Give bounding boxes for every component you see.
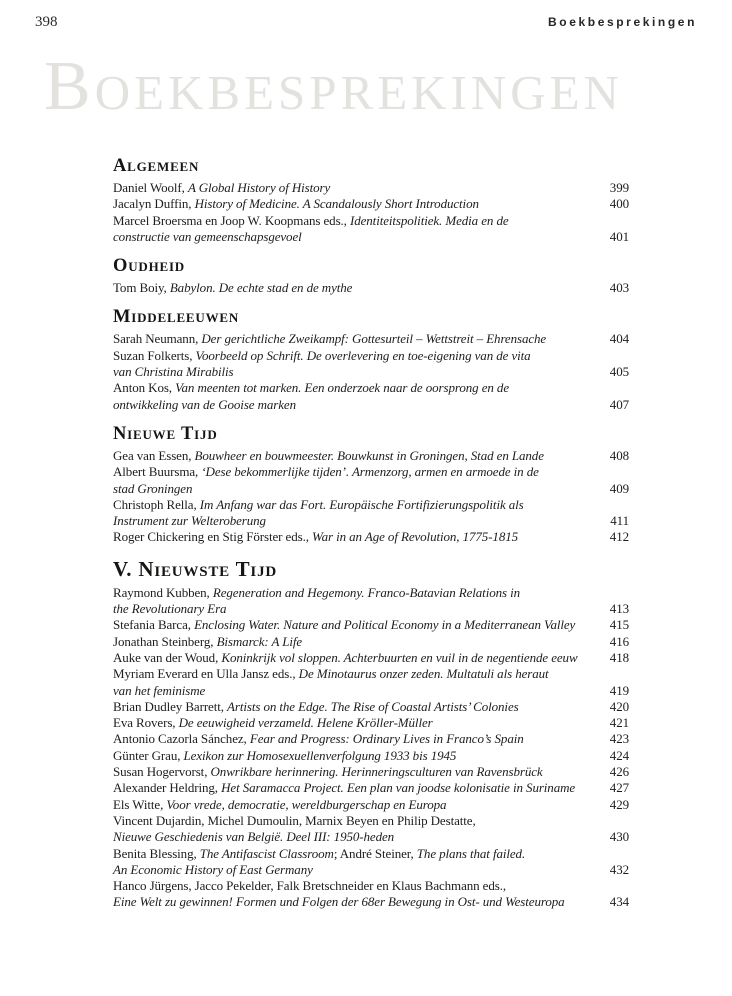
entry-page-number: 403 xyxy=(609,280,629,296)
entry-author-segment: Hanco Jürgens, Jacco Pekelder, Falk Bretschneider en Klaus Bachmann eds., xyxy=(113,878,507,894)
toc-entry-line xyxy=(113,748,629,764)
entry-text xyxy=(113,585,520,601)
entry-author-segment: Antonio Cazorla Sánchez, xyxy=(113,731,250,747)
entry-text xyxy=(113,601,226,617)
entry-text xyxy=(113,348,531,364)
section-heading: Nieuwe Tijd xyxy=(113,423,218,444)
entry-text xyxy=(113,650,578,666)
entry-text xyxy=(113,894,565,910)
entry-title-segment: The Antifascist Classroom xyxy=(199,845,334,861)
toc-entry-line xyxy=(113,448,629,464)
entry-title-segment: Instrument zur Welteroberung xyxy=(113,513,266,529)
entry-title-segment: van het feminisme xyxy=(113,682,206,698)
entry-text xyxy=(113,878,506,894)
toc-entry-line xyxy=(113,529,629,545)
entry-title-segment: Identiteitspolitiek. Media en de xyxy=(349,212,509,228)
folio-number: 398 xyxy=(35,14,58,30)
entry-title-segment: Regeneration and Hegemony. Franco-Batavian Relations in xyxy=(212,584,521,600)
entry-page-number: 427 xyxy=(609,780,629,796)
entry-title-segment: Bouwheer en bouwmeester. Bouwkunst in Groningen, Stad en Lande xyxy=(194,447,544,463)
toc-entry-line xyxy=(113,715,629,731)
entry-text xyxy=(113,180,330,196)
entry-title-segment: Het Saramacca Project. Een plan van joodse kolonisatie in Suriname xyxy=(221,780,576,796)
entry-page-number: 400 xyxy=(609,196,629,212)
entry-text xyxy=(113,634,302,650)
entry-text xyxy=(113,331,546,347)
running-header xyxy=(35,14,697,31)
entry-page-number: 407 xyxy=(609,396,629,412)
section-heading: Middeleeuwen xyxy=(113,307,240,328)
entry-title-segment: Der gerichtliche Zweikampf: Gottesurteil – Wettstreit – Ehrensache xyxy=(201,331,547,347)
entry-page-number: 434 xyxy=(609,894,629,910)
entry-author-segment: Benita Blessing, xyxy=(113,845,200,861)
entry-author-segment: Sarah Neumann, xyxy=(113,331,202,347)
toc-entry-line xyxy=(113,280,629,296)
entry-title-segment: De Minotaurus onzer zeden. Multatuli als heraut xyxy=(298,666,549,682)
toc-entry-line xyxy=(113,481,629,497)
section-heading: Algemeen xyxy=(113,156,200,176)
entry-title-segment: War in an Age of Revolution, 1775-1815 xyxy=(312,529,519,545)
entry-page-number: 421 xyxy=(609,715,629,731)
entry-text xyxy=(113,364,234,380)
entry-title-segment: Im Anfang war das Fort. Europäische Fortifizierungspolitik als xyxy=(199,496,524,512)
entry-text xyxy=(113,666,549,682)
page-title: Boekbesprekingen xyxy=(44,48,623,125)
entry-text xyxy=(113,813,476,829)
entry-author-segment: Albert Buursma, xyxy=(113,464,202,480)
toc-entry-line xyxy=(113,397,629,413)
toc-entry-line xyxy=(113,497,629,513)
entry-author-segment: Tom Boiy, xyxy=(113,280,170,296)
entry-page-number: 413 xyxy=(609,601,629,617)
entry-page-number: 415 xyxy=(609,617,629,633)
toc-entry-line xyxy=(113,764,629,780)
toc-section xyxy=(113,255,629,296)
entry-title-segment: History of Medicine. A Scandalously Short Introduction xyxy=(194,196,479,212)
entry-author-segment: Stefania Barca, xyxy=(113,617,195,633)
entry-author-segment: Eva Rovers, xyxy=(113,715,179,731)
entry-title-segment: Enclosing Water. Nature and Political Economy in a Mediterranean Valley xyxy=(194,617,576,633)
entry-text xyxy=(113,617,575,633)
entry-page-number: 409 xyxy=(609,480,629,496)
entry-author-segment: Brian Dudley Barrett, xyxy=(113,698,228,714)
entry-title-segment: Lexikon zur Homosexuellenverfolgung 1933 bis 1945 xyxy=(183,747,457,763)
toc-entry-line xyxy=(113,683,629,699)
entry-page-number: 399 xyxy=(609,180,629,195)
toc-entry-line xyxy=(113,364,629,380)
entry-author-segment: Els Witte, xyxy=(113,796,167,812)
entry-page-number: 404 xyxy=(609,331,629,347)
entry-text xyxy=(113,846,525,862)
entry-page-number: 429 xyxy=(609,796,629,812)
entry-author-segment: Susan Hogervorst, xyxy=(113,764,211,780)
entry-author-segment: Anton Kos, xyxy=(113,380,176,396)
entry-title-segment: The plans that failed. xyxy=(416,845,526,861)
toc-entry-line xyxy=(113,585,629,601)
entry-page-number: 430 xyxy=(609,829,629,845)
entry-author-segment: ; André Steiner, xyxy=(333,845,417,861)
toc-entry-line xyxy=(113,513,629,529)
entry-author-segment: Daniel Woolf, xyxy=(113,180,188,195)
toc-section xyxy=(113,556,629,911)
entry-page-number: 423 xyxy=(609,731,629,747)
entry-page-number: 408 xyxy=(609,447,629,463)
entry-page-number: 405 xyxy=(609,364,629,380)
entry-title-segment: De eeuwigheid verzameld. Helene Kröller-Müller xyxy=(178,715,433,731)
entry-page-number: 432 xyxy=(609,861,629,877)
entry-title-segment: Onwrikbare herinnering. Herinneringsculturen van Ravensbrück xyxy=(210,764,543,780)
toc-entry-line xyxy=(113,213,629,229)
toc-entry-line xyxy=(113,699,629,715)
entry-page-number: 411 xyxy=(610,513,629,529)
entry-text xyxy=(113,380,509,396)
toc-entry-line xyxy=(113,894,629,910)
toc-entry-line xyxy=(113,650,629,666)
toc-entry-line xyxy=(113,829,629,845)
toc xyxy=(113,155,629,911)
entry-title-segment: Eine Welt zu gewinnen! Formen und Folgen der 68er Bewegung in Ost- und Westeuropa xyxy=(113,894,565,910)
entry-author-segment: Raymond Kubben, xyxy=(113,584,213,600)
entry-title-segment: Fear and Progress: Ordinary Lives in Franco’s Spain xyxy=(249,731,524,747)
entry-title-segment: the Revolutionary Era xyxy=(113,601,227,617)
entry-title-segment: Artists on the Edge. The Rise of Coastal Artists’ Colonies xyxy=(227,698,519,714)
toc-entry-line xyxy=(113,878,629,894)
toc-entry-line xyxy=(113,601,629,617)
entry-text xyxy=(113,829,394,845)
toc-entry-line xyxy=(113,348,629,364)
toc-entry-line xyxy=(113,780,629,796)
section-heading: Oudheid xyxy=(113,256,185,277)
entry-author-segment: Gea van Essen, xyxy=(113,447,195,463)
entry-text xyxy=(113,497,524,513)
entry-title-segment: van Christina Mirabilis xyxy=(113,364,234,380)
entry-author-segment: Christoph Rella, xyxy=(113,496,200,512)
entry-title-segment: Voor vrede, democratie, wereldburgerschap en Europa xyxy=(166,796,447,812)
entry-author-segment: Myriam Everard en Ulla Jansz eds., xyxy=(113,666,299,682)
toc-section xyxy=(113,423,629,546)
entry-text xyxy=(113,464,539,480)
entry-title-segment: stad Groningen xyxy=(113,480,193,496)
section-heading: V. Nieuwste Tijd xyxy=(113,556,277,581)
entry-text xyxy=(113,397,296,413)
entry-author-segment: Vincent Dujardin, Michel Dumoulin, Marnix Beyen en Philip Destatte, xyxy=(113,812,476,828)
entry-page-number: 420 xyxy=(609,698,629,714)
entry-title-segment: ‘Dese bekommerlijke tijden’. Armenzorg, armen en armoede in de xyxy=(201,464,539,480)
toc-entry-line xyxy=(113,464,629,480)
entry-author-segment: Suzan Folkerts, xyxy=(113,347,196,363)
toc-entry-line xyxy=(113,634,629,650)
entry-title-segment: ontwikkeling van de Gooise marken xyxy=(113,396,296,412)
entry-title-segment: Nieuwe Geschiedenis van België. Deel III: 1950-heden xyxy=(113,829,395,845)
entry-author-segment: Jonathan Steinberg, xyxy=(113,633,217,649)
toc-entry-line xyxy=(113,731,629,747)
entry-text xyxy=(113,529,518,545)
entry-author-segment: Jacalyn Duffin, xyxy=(113,196,195,212)
entry-author-segment: Marcel Broersma en Joop W. Koopmans eds., xyxy=(113,212,350,228)
entry-text xyxy=(113,764,543,780)
entry-title-segment: Voorbeeld op Schrift. De overlevering en toe-eigening van de vita xyxy=(195,347,531,363)
entry-text xyxy=(113,513,266,529)
entry-title-segment: Van meenten tot marken. Een onderzoek naar de oorsprong en de xyxy=(175,380,509,396)
entry-title-segment: Koninkrijk vol sloppen. Achterbuurten en vuil in de negentiende eeuw xyxy=(221,649,578,665)
entry-page-number: 426 xyxy=(609,764,629,780)
entry-page-number: 419 xyxy=(609,682,629,698)
entry-text xyxy=(113,731,524,747)
toc-entry-line xyxy=(113,229,629,245)
entry-text xyxy=(113,481,192,497)
entry-text xyxy=(113,797,446,813)
entry-text xyxy=(113,683,205,699)
entry-title-segment: Babylon. De echte stad en de mythe xyxy=(169,280,353,296)
entry-page-number: 412 xyxy=(609,529,629,545)
entry-text xyxy=(113,448,544,464)
entry-author-segment: Günter Grau, xyxy=(113,747,184,763)
entry-text xyxy=(113,748,456,764)
toc-entry-line xyxy=(113,180,629,196)
entry-title-segment: An Economic History of East Germany xyxy=(113,861,313,877)
entry-page-number: 416 xyxy=(609,633,629,649)
entry-text xyxy=(113,280,352,296)
toc-entry-line xyxy=(113,331,629,347)
toc-entry-line xyxy=(113,380,629,396)
entry-page-number: 418 xyxy=(609,649,629,665)
entry-text xyxy=(113,196,479,212)
entry-title-segment: A Global History of History xyxy=(187,180,331,195)
entry-text xyxy=(113,780,575,796)
entry-author-segment: Auke van der Woud, xyxy=(113,649,222,665)
toc-entry-line xyxy=(113,666,629,682)
toc-entry-line xyxy=(113,797,629,813)
entry-title-segment: constructie van gemeenschapsgevoel xyxy=(113,228,302,244)
entry-text xyxy=(113,862,313,878)
entry-text xyxy=(113,715,433,731)
toc-section xyxy=(113,155,629,245)
toc-entry-line xyxy=(113,196,629,212)
running-head: Boekbesprekingen xyxy=(548,15,697,29)
toc-entry-line xyxy=(113,617,629,633)
entry-author-segment: Roger Chickering en Stig Förster eds., xyxy=(113,529,313,545)
toc-entry-line xyxy=(113,862,629,878)
entry-text xyxy=(113,213,509,229)
toc-section xyxy=(113,306,629,412)
entry-page-number: 401 xyxy=(609,228,629,244)
entry-text xyxy=(113,229,302,245)
entry-text xyxy=(113,699,519,715)
entry-title-segment: Bismarck: A Life xyxy=(216,633,303,649)
entry-page-number: 424 xyxy=(609,747,629,763)
toc-entry-line xyxy=(113,813,629,829)
toc-entry-line xyxy=(113,846,629,862)
entry-author-segment: Alexander Heldring, xyxy=(113,780,222,796)
